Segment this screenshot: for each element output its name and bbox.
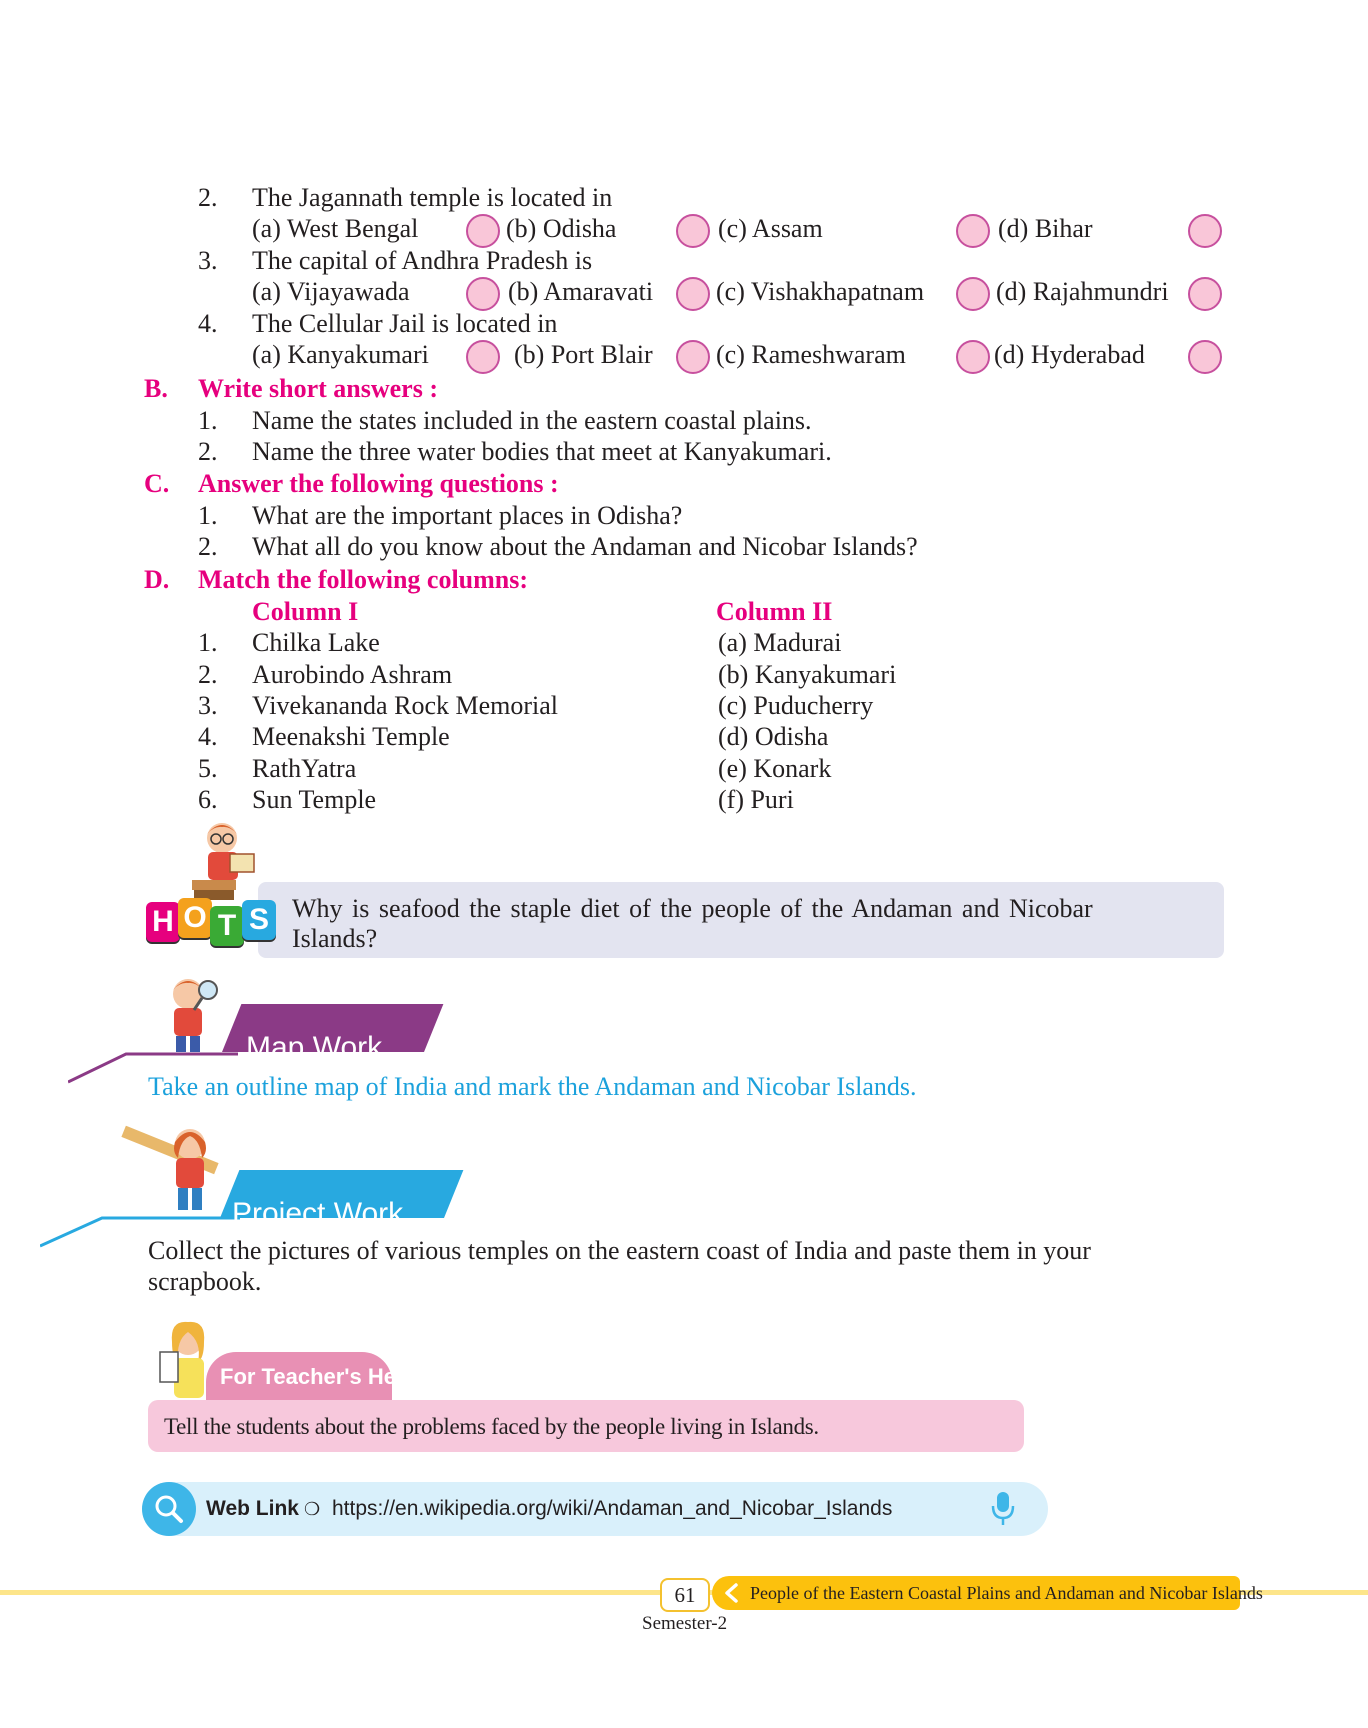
row-number: 4. bbox=[198, 722, 218, 751]
column-2-heading: Column II bbox=[716, 597, 833, 626]
option-a: (a) Vijayawada bbox=[252, 277, 410, 306]
item-text: Name the states included in the eastern coastal plains. bbox=[252, 406, 812, 435]
answer-circle[interactable] bbox=[1188, 214, 1222, 248]
web-link-url[interactable]: https://en.wikipedia.org/wiki/Andaman_and_Nicobar_Islands bbox=[332, 1497, 893, 1520]
question-number: 4. bbox=[198, 309, 218, 338]
question-text: The capital of Andhra Pradesh is bbox=[252, 246, 593, 275]
chapter-title: People of the Eastern Coastal Plains and Andaman and Nicobar Islands bbox=[750, 1583, 1263, 1603]
answer-circle[interactable] bbox=[676, 277, 710, 311]
item-number: 2. bbox=[198, 437, 218, 466]
map-work-label: Map Work bbox=[246, 1031, 383, 1064]
item-text: What all do you know about the Andaman and Nicobar Islands? bbox=[252, 532, 918, 561]
item-text: What are the important places in Odisha? bbox=[252, 501, 683, 530]
teacher-illustration bbox=[148, 1318, 218, 1408]
answer-circle[interactable] bbox=[676, 340, 710, 374]
column-1-item: Aurobindo Ashram bbox=[252, 660, 453, 689]
ruler-girl-illustration bbox=[120, 1124, 230, 1218]
answer-circle[interactable] bbox=[1188, 340, 1222, 374]
column-1-item: Vivekananda Rock Memorial bbox=[252, 691, 559, 720]
question-number: 3. bbox=[198, 246, 218, 275]
answer-circle[interactable] bbox=[956, 277, 990, 311]
row-number: 1. bbox=[198, 628, 218, 657]
option-a: (a) West Bengal bbox=[252, 214, 419, 243]
project-work-label: Project Work bbox=[232, 1197, 404, 1230]
column-1-item: Sun Temple bbox=[252, 785, 377, 814]
section-letter: D. bbox=[144, 565, 170, 594]
option-d: (d) Rajahmundri bbox=[996, 277, 1169, 306]
microphone-icon[interactable] bbox=[990, 1490, 1016, 1528]
option-d: (d) Bihar bbox=[998, 214, 1093, 243]
row-number: 3. bbox=[198, 691, 218, 720]
option-c: (c) Rameshwaram bbox=[716, 340, 906, 369]
section-heading: Answer the following questions : bbox=[198, 469, 559, 498]
web-link-label: Web Link bbox=[206, 1497, 299, 1520]
option-a: (a) Kanyakumari bbox=[252, 340, 429, 369]
project-work-line-2: scrapbook. bbox=[148, 1267, 262, 1296]
answer-circle[interactable] bbox=[466, 340, 500, 374]
option-b: (b) Port Blair bbox=[514, 340, 653, 369]
column-2-item: (b) Kanyakumari bbox=[718, 660, 897, 689]
answer-circle[interactable] bbox=[956, 214, 990, 248]
answer-circle[interactable] bbox=[1188, 277, 1222, 311]
search-icon[interactable] bbox=[142, 1482, 196, 1536]
teacher-help-text: Tell the students about the problems faced by the people living in Islands. bbox=[164, 1414, 819, 1439]
hots-letter-h: H bbox=[146, 902, 180, 942]
magnifier-boy-illustration bbox=[160, 972, 226, 1056]
column-1-item: Chilka Lake bbox=[252, 628, 380, 657]
question-number: 2. bbox=[198, 183, 218, 212]
question-text: The Cellular Jail is located in bbox=[252, 309, 558, 338]
hots-letter-s: S bbox=[242, 900, 276, 940]
semester-label: Semester-2 bbox=[642, 1613, 728, 1634]
item-number: 1. bbox=[198, 501, 218, 530]
answer-circle[interactable] bbox=[466, 277, 500, 311]
section-heading: Match the following columns: bbox=[198, 565, 529, 594]
project-work-line-1: Collect the pictures of various temples on the eastern coast of India and paste them in your bbox=[148, 1236, 1091, 1265]
row-number: 2. bbox=[198, 660, 218, 689]
option-d: (d) Hyderabad bbox=[994, 340, 1145, 369]
chevron-left-icon bbox=[722, 1582, 742, 1604]
column-1-item: RathYatra bbox=[252, 754, 357, 783]
hots-letter-t: T bbox=[210, 906, 244, 946]
row-number: 6. bbox=[198, 785, 218, 814]
bullet-icon: ❍ bbox=[304, 1499, 321, 1519]
hots-question-line-1: Why is seafood the staple diet of the people of the Andaman and Nicobar bbox=[292, 894, 1093, 923]
hots-question-line-2: Islands? bbox=[292, 924, 378, 953]
column-2-item: (a) Madurai bbox=[718, 628, 842, 657]
reading-boy-illustration bbox=[184, 818, 262, 908]
answer-circle[interactable] bbox=[956, 340, 990, 374]
column-2-item: (f) Puri bbox=[718, 785, 794, 814]
section-heading: Write short answers : bbox=[198, 374, 438, 403]
item-number: 1. bbox=[198, 406, 218, 435]
option-c: (c) Vishakhapatnam bbox=[716, 277, 925, 306]
section-letter: B. bbox=[144, 374, 168, 403]
column-1-heading: Column I bbox=[252, 597, 359, 626]
answer-circle[interactable] bbox=[466, 214, 500, 248]
option-c: (c) Assam bbox=[718, 214, 823, 243]
item-text: Name the three water bodies that meet at Kanyakumari. bbox=[252, 437, 832, 466]
page-number: 61 bbox=[660, 1578, 710, 1612]
question-text: The Jagannath temple is located in bbox=[252, 183, 613, 212]
map-work-text: Take an outline map of India and mark the Andaman and Nicobar Islands. bbox=[148, 1072, 917, 1101]
answer-circle[interactable] bbox=[676, 214, 710, 248]
option-b: (b) Amaravati bbox=[508, 277, 654, 306]
row-number: 5. bbox=[198, 754, 218, 783]
teacher-help-label: For Teacher's Help bbox=[220, 1364, 416, 1389]
column-2-item: (c) Puducherry bbox=[718, 691, 874, 720]
column-1-item: Meenakshi Temple bbox=[252, 722, 450, 751]
item-number: 2. bbox=[198, 532, 218, 561]
column-2-item: (d) Odisha bbox=[718, 722, 829, 751]
section-letter: C. bbox=[144, 469, 170, 498]
column-2-item: (e) Konark bbox=[718, 754, 832, 783]
option-b: (b) Odisha bbox=[506, 214, 617, 243]
hots-letter-o: O bbox=[178, 898, 212, 938]
